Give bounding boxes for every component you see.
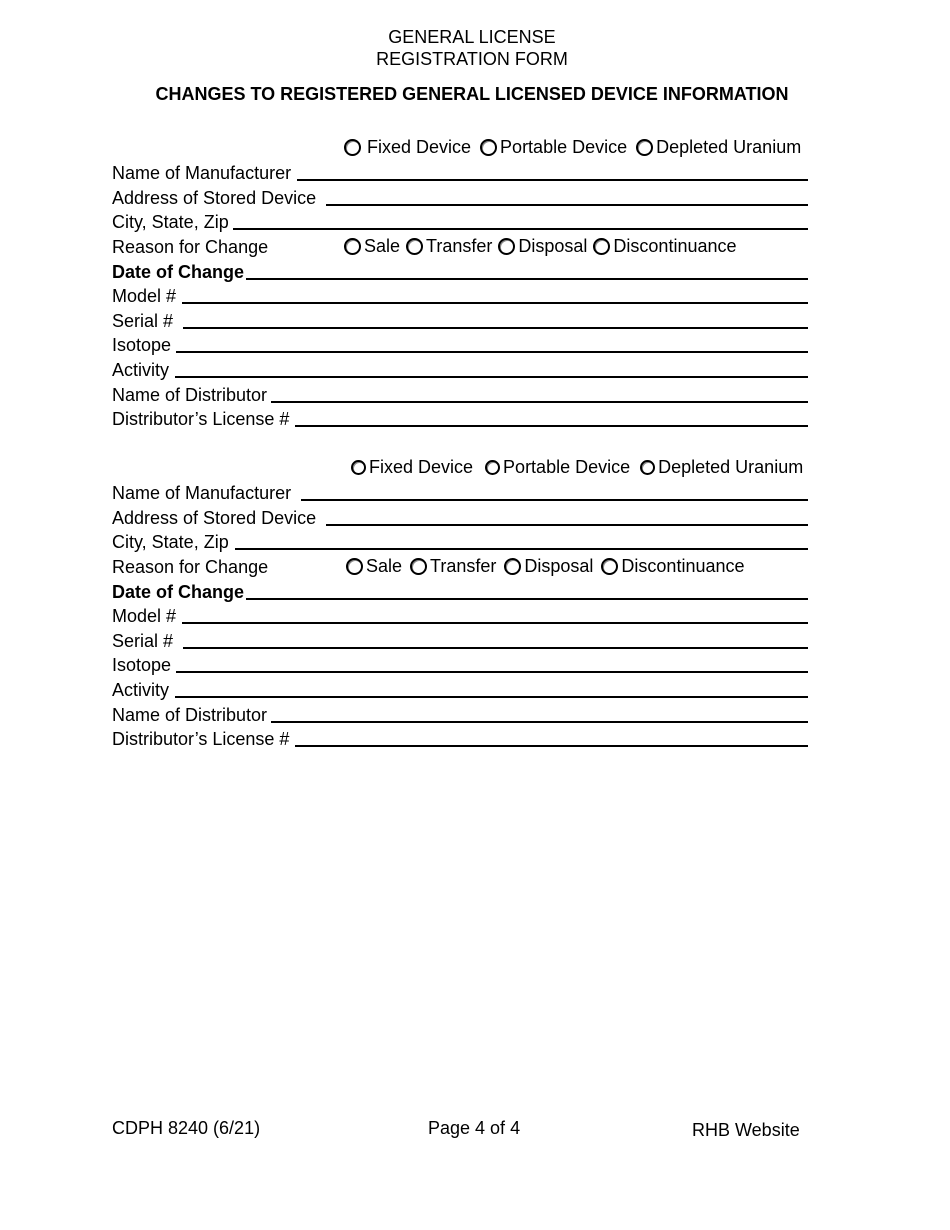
reason-transfer[interactable]: Transfer bbox=[406, 236, 492, 257]
manufacturer-input[interactable] bbox=[301, 499, 808, 501]
device-type-fixed[interactable]: Fixed Device bbox=[351, 457, 473, 478]
activity-input[interactable] bbox=[175, 376, 808, 378]
reason-disposal[interactable]: Disposal bbox=[498, 236, 587, 257]
date-of-change-field: Date of Change bbox=[112, 579, 808, 603]
radio-icon[interactable] bbox=[410, 558, 427, 575]
radio-icon[interactable] bbox=[351, 460, 366, 475]
device-type-fixed[interactable]: Fixed Device bbox=[344, 137, 471, 158]
isotope-input[interactable] bbox=[176, 671, 808, 673]
reason-discontinuance[interactable]: Discontinuance bbox=[593, 236, 736, 257]
reason-discontinuance[interactable]: Discontinuance bbox=[601, 556, 744, 577]
form-title-line1: GENERAL LICENSE bbox=[388, 27, 556, 47]
radio-icon[interactable] bbox=[640, 460, 655, 475]
radio-icon[interactable] bbox=[601, 558, 618, 575]
radio-icon[interactable] bbox=[593, 238, 610, 255]
radio-icon[interactable] bbox=[346, 558, 363, 575]
isotope-field: Isotope bbox=[112, 652, 808, 676]
model-field: Model # bbox=[112, 603, 808, 627]
device-type-portable[interactable]: Portable Device bbox=[480, 137, 627, 158]
serial-field: Serial # bbox=[112, 308, 808, 332]
form-title-line2: REGISTRATION FORM bbox=[376, 49, 568, 69]
model-field: Model # bbox=[112, 283, 808, 307]
distributor-name-input[interactable] bbox=[271, 721, 808, 723]
device-type-options bbox=[351, 457, 803, 478]
device-type-depleted-uranium[interactable]: Depleted Uranium bbox=[636, 137, 801, 158]
activity-input[interactable] bbox=[175, 696, 808, 698]
address-field: Address of Stored Device bbox=[112, 505, 808, 529]
address-input[interactable] bbox=[326, 524, 808, 526]
isotope-input[interactable] bbox=[176, 351, 808, 353]
page-number: Page 4 of 4 bbox=[428, 1118, 521, 1138]
manufacturer-field: Name of Manufacturer bbox=[112, 160, 808, 184]
reason-for-change-row: Reason for Change bbox=[112, 557, 269, 577]
radio-icon[interactable] bbox=[480, 139, 497, 156]
date-of-change-input[interactable] bbox=[246, 598, 808, 600]
reason-for-change-row: Reason for Change bbox=[112, 237, 269, 257]
distributor-name-input[interactable] bbox=[271, 401, 808, 403]
manufacturer-field: Name of Manufacturer bbox=[112, 480, 808, 504]
radio-icon[interactable] bbox=[504, 558, 521, 575]
radio-icon[interactable] bbox=[485, 460, 500, 475]
radio-icon[interactable] bbox=[344, 139, 361, 156]
radio-icon[interactable] bbox=[344, 238, 361, 255]
city-state-zip-field: City, State, Zip bbox=[112, 529, 808, 553]
device-type-options bbox=[344, 137, 801, 158]
device-type-depleted-uranium[interactable]: Depleted Uranium bbox=[640, 457, 803, 478]
reason-disposal[interactable]: Disposal bbox=[504, 556, 593, 577]
manufacturer-input[interactable] bbox=[297, 179, 808, 181]
date-of-change-input[interactable] bbox=[246, 278, 808, 280]
distributor-license-field: Distributor’s License # bbox=[112, 726, 808, 750]
city-state-zip-field: City, State, Zip bbox=[112, 209, 808, 233]
reason-options bbox=[344, 236, 737, 257]
radio-icon[interactable] bbox=[406, 238, 423, 255]
serial-input[interactable] bbox=[183, 647, 808, 649]
model-input[interactable] bbox=[182, 302, 808, 304]
distributor-license-input[interactable] bbox=[295, 745, 808, 747]
reason-transfer[interactable]: Transfer bbox=[410, 556, 496, 577]
serial-field: Serial # bbox=[112, 628, 808, 652]
model-input[interactable] bbox=[182, 622, 808, 624]
form-id: CDPH 8240 (6/21) bbox=[112, 1118, 261, 1138]
distributor-license-field: Distributor’s License # bbox=[112, 406, 808, 430]
reason-sale[interactable]: Sale bbox=[346, 556, 402, 577]
reason-options bbox=[346, 556, 745, 577]
distributor-name-field: Name of Distributor bbox=[112, 382, 808, 406]
distributor-name-field: Name of Distributor bbox=[112, 702, 808, 726]
serial-input[interactable] bbox=[183, 327, 808, 329]
device-type-portable[interactable]: Portable Device bbox=[485, 457, 630, 478]
radio-icon[interactable] bbox=[498, 238, 515, 255]
form-subtitle: CHANGES TO REGISTERED GENERAL LICENSED DEVICE INFORMATION bbox=[155, 84, 789, 104]
date-of-change-field: Date of Change bbox=[112, 259, 808, 283]
address-input[interactable] bbox=[326, 204, 808, 206]
reason-sale[interactable]: Sale bbox=[344, 236, 400, 257]
address-field: Address of Stored Device bbox=[112, 185, 808, 209]
city-state-zip-input[interactable] bbox=[235, 548, 808, 550]
isotope-field: Isotope bbox=[112, 332, 808, 356]
rhb-website-link[interactable]: RHB Website bbox=[692, 1120, 800, 1140]
activity-field: Activity bbox=[112, 677, 808, 701]
city-state-zip-input[interactable] bbox=[233, 228, 808, 230]
radio-icon[interactable] bbox=[636, 139, 653, 156]
distributor-license-input[interactable] bbox=[295, 425, 808, 427]
activity-field: Activity bbox=[112, 357, 808, 381]
